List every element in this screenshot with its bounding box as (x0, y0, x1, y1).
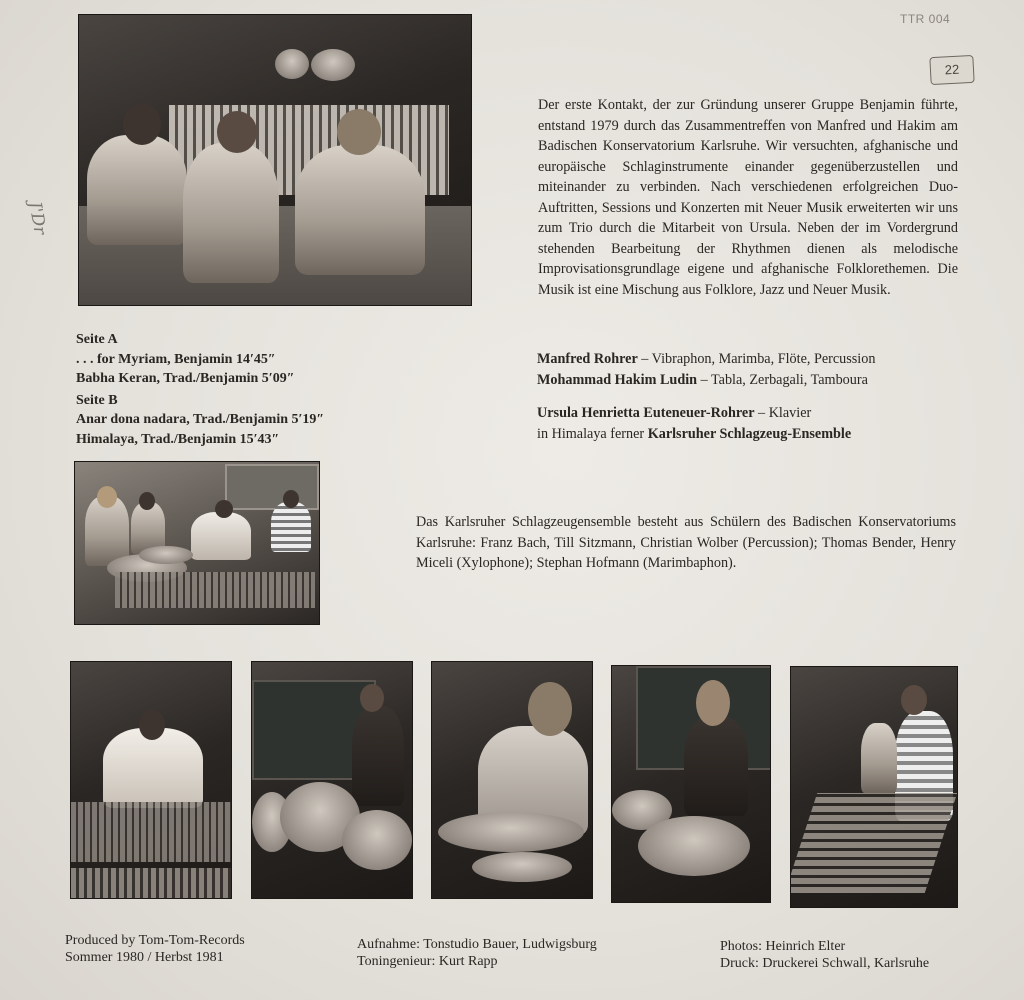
side-a-heading: Seite A (76, 332, 118, 347)
personnel-ursula (537, 403, 875, 424)
recording-studio: Aufnahme: Tonstudio Bauer, Ludwigsburg (357, 937, 597, 952)
catalog-number: TTR 004 (900, 12, 951, 26)
photographer: Photos: Heinrich Elter (720, 939, 846, 954)
intro-paragraph: Der erste Kontakt, der zur Gründung unserer Gruppe Benjamin führte, entstand 1979 durch das Zusammentreffen von Manfred und Hakim am Badischen Konservatorium Karlsruhe. Wir versuchten, afghanische und europäische Schlaginstrumente einander gegenüberzustellen und miteinander zu verbinden. Nach verschiedenen erfolgreichen Duo-Auftritten, Sessions und Konzerten mit Neuer Musik erweiterten wir uns zum Trio durch die Mitarbeit von Ursula. Neben der im Vordergrund stehenden Bearbeitung der Rhythmen dienen als melodische Improvisationsgrundlage eigene und afghanische Folklorethemen. Die Musik ist eine Mischung aus Folklore, Jazz und Neuer Musik. (538, 97, 958, 298)
ursula-name: Ursula Henrietta Euteneuer-Rohrer (537, 405, 755, 421)
ensemble-paragraph: Das Karlsruher Schlagzeugensemble besteht aus Schülern des Badischen Konservatoriums Karlsruhe: Franz Bach, Till Sitzmann, Christian Wolber (Percussion); Thomas Bender, Henry Miceli (Xylophone); Stephan Hofmann (Marimbaphon). (416, 514, 956, 571)
tracklist (76, 330, 324, 449)
track-b1: Anar dona nadara, Trad./Benjamin 5′19″ (76, 412, 325, 427)
ensemble-rehearsal-photo (74, 461, 320, 625)
personnel-manfred (537, 349, 875, 370)
track-b2: Himalaya, Trad./Benjamin 15′43″ (76, 431, 280, 447)
price-sticker: 22 (929, 55, 974, 85)
credits-photos (720, 938, 929, 972)
ursula-role: – Klavier (754, 405, 812, 421)
band-group-photo (78, 14, 472, 306)
credits-produced (65, 932, 245, 966)
credits-recording (357, 936, 597, 970)
produced-by: Produced by Tom-Tom-Records (65, 933, 245, 948)
ensemble-prefix: in Himalaya ferner (537, 426, 648, 442)
printer: Druck: Druckerei Schwall, Karlsruhe (720, 956, 930, 971)
track-a1: . . . for Myriam, Benjamin 14′45″ (76, 351, 276, 367)
photo-marimba-player (70, 661, 232, 899)
photo-timpani-player (611, 665, 771, 903)
photo-drums-blackboard (251, 661, 413, 899)
hakim-name: Mohammad Hakim Ludin (537, 372, 698, 388)
personnel-hakim (537, 370, 875, 391)
side-b-heading: Seite B (76, 392, 118, 408)
personnel (537, 349, 875, 445)
manfred-role: – Vibraphon, Marimba, Flöte, Percussion (637, 351, 876, 367)
pen-marking: J'Dr (24, 200, 50, 237)
personnel-ensemble (537, 424, 875, 445)
photo-cymbal-player (431, 661, 593, 899)
hakim-role: – Tabla, Zerbagali, Tamboura (697, 372, 868, 388)
sound-engineer: Toningenieur: Kurt Rapp (357, 954, 498, 969)
ensemble-name: Karlsruher Schlagzeug-Ensemble (647, 426, 852, 442)
production-dates: Sommer 1980 / Herbst 1981 (65, 950, 224, 965)
photo-xylophone-player (790, 666, 958, 908)
manfred-name: Manfred Rohrer (537, 351, 638, 367)
track-a2: Babha Keran, Trad./Benjamin 5′09″ (76, 371, 295, 386)
